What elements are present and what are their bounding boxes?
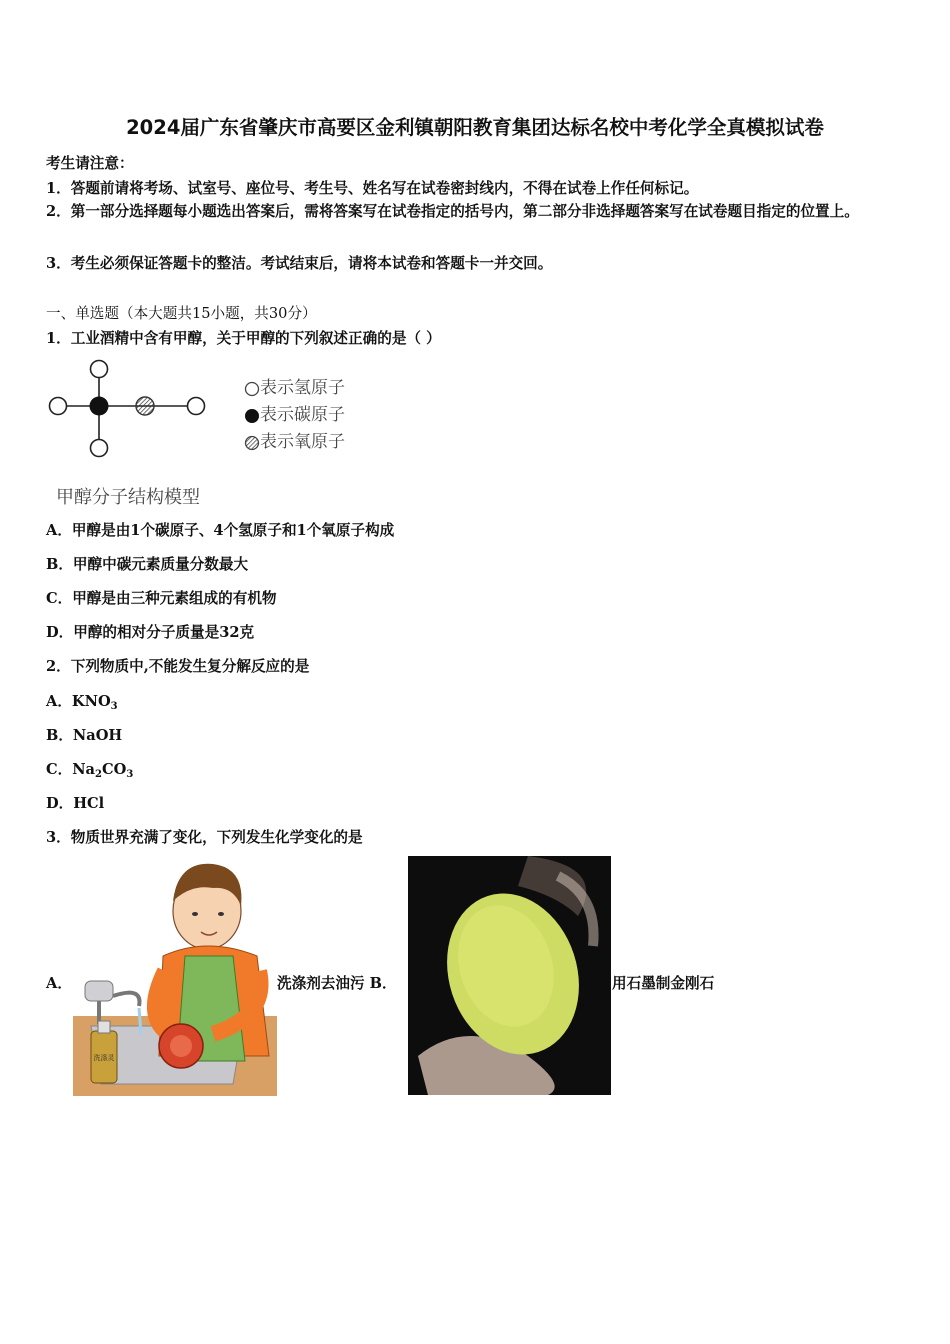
q1-option-d: D．甲醇的相对分子质量是32克	[46, 624, 255, 641]
hydrogen-legend-icon	[244, 381, 260, 397]
q1-stem: 1．工业酒精中含有甲醇，关于甲醇的下列叙述正确的是（ ）	[46, 330, 441, 347]
notice-1: 1．答题前请将考场、试室号、座位号、考生号、姓名写在试卷密封线内，不得在试卷上作任何标记。	[46, 180, 699, 197]
diamond-photo	[408, 856, 611, 1095]
legend-carbon: 表示碳原子	[260, 405, 345, 425]
dishwashing-illustration	[73, 856, 277, 1096]
oxygen-legend-icon	[244, 435, 260, 451]
q3-label-a: A．	[46, 975, 72, 992]
q2-stem: 2．下列物质中,不能发生复分解反应的是	[46, 658, 310, 675]
hydrogen-atom	[91, 440, 108, 457]
notice-3: 3．考生必须保证答题卡的整洁。考试结束后，请将本试卷和答题卡一并交回。	[46, 255, 553, 272]
q2-option-b: B．NaOH	[46, 727, 123, 744]
carbon-atom	[90, 397, 109, 416]
q1-option-b: B．甲醇中碳元素质量分数最大	[46, 556, 249, 573]
bottle-label: 洗涤灵	[93, 1054, 115, 1062]
hydrogen-atom	[50, 398, 67, 415]
q3-stem: 3．物质世界充满了变化，下列发生化学变化的是	[46, 829, 363, 846]
q2-option-d: D．HCl	[46, 795, 105, 812]
legend-oxygen: 表示氧原子	[260, 432, 345, 452]
q2-option-c: C．$Na_2CO_3$	[46, 761, 134, 780]
section-heading: 一、单选题（本大题共15小题，共30分）	[46, 305, 317, 322]
exam-title: 2024届广东省肇庆市高要区金利镇朝阳教育集团达标名校中考化学全真模拟试卷	[126, 116, 824, 139]
notice-2: 2．第一部分选择题每小题选出答案后，需将答案写在试卷指定的括号内，第二部分非选择题答案写在试卷题目指定的位置上。	[46, 203, 859, 220]
q2-option-a: A．$KNO_3$	[46, 693, 118, 712]
hydrogen-atom	[188, 398, 205, 415]
carbon-legend-icon	[244, 408, 260, 424]
methanol-model-diagram	[44, 356, 214, 461]
q1-option-c: C．甲醇是由三种元素组成的有机物	[46, 590, 277, 607]
q3-label-a-text: 洗涤剂去油污 B．	[277, 975, 397, 992]
oxygen-atom	[136, 397, 154, 415]
legend-hydrogen: 表示氢原子	[260, 378, 345, 398]
hydrogen-atom	[91, 361, 108, 378]
notice-heading: 考生请注意：	[46, 155, 134, 172]
q1-option-a: A．甲醇是由1个碳原子、4个氢原子和1个氧原子构成	[46, 522, 395, 539]
model-caption: 甲醇分子结构模型	[56, 487, 200, 508]
q3-label-b-text: 用石墨制金刚石	[612, 975, 715, 992]
atom-legend	[244, 375, 345, 456]
